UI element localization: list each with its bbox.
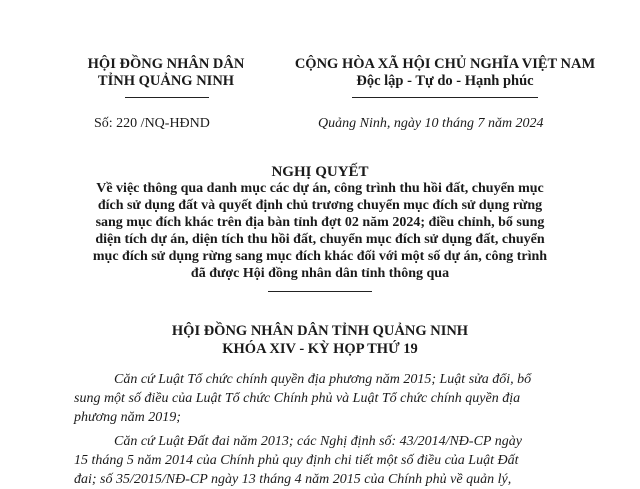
paragraph-line: đai; số 35/2015/NĐ-CP ngày 13 tháng 4 năm 2015 của Chính phủ về quản lý, bbox=[74, 472, 512, 487]
agency-underline bbox=[125, 97, 209, 98]
subject-line: mục đích sử dụng rừng sang mục đích khác đối với một số dự án, công trình bbox=[92, 249, 548, 264]
subject-line: đích sử dụng đất và quyết định chủ trương chuyển mục đích sử dụng rừng bbox=[97, 198, 543, 213]
subject-line: diện tích dự án, diện tích thu hồi đất, chuyển mục đích sử dụng đất, chuyển bbox=[95, 232, 545, 247]
issuing-agency-line2: TỈNH QUẢNG NINH bbox=[97, 73, 235, 89]
legal-basis-paragraph bbox=[74, 370, 620, 427]
legal-basis-paragraph bbox=[74, 432, 620, 489]
motto: Độc lập - Tự do - Hạnh phúc bbox=[356, 73, 534, 89]
council-name: HỘI ĐỒNG NHÂN DÂN TỈNH QUẢNG NINH bbox=[171, 323, 469, 339]
paragraph-line: Căn cứ Luật Tổ chức chính quyền địa phương năm 2015; Luật sửa đổi, bổ bbox=[114, 372, 532, 387]
subject-line: sang mục đích khác trên địa bàn tỉnh đợt 02 năm 2024; điều chỉnh, bổ sung bbox=[95, 215, 545, 230]
document-number: Số: 220 /NQ-HĐND bbox=[94, 116, 210, 131]
motto-underline bbox=[352, 97, 538, 98]
subject-line: Về việc thông qua danh mục các dự án, công trình thu hồi đất, chuyển mục bbox=[96, 181, 544, 196]
paragraph-line: 15 tháng 5 năm 2014 của Chính phủ quy định chi tiết một số điều của Luật Đất bbox=[74, 453, 519, 468]
paragraph-line: Căn cứ Luật Đất đai năm 2013; các Nghị định số: 43/2014/NĐ-CP ngày bbox=[114, 434, 522, 449]
document-title: NGHỊ QUYẾT bbox=[271, 164, 369, 180]
national-motto bbox=[270, 56, 620, 90]
country-name: CỘNG HÒA XÃ HỘI CHỦ NGHĨA VIỆT NAM bbox=[294, 56, 596, 72]
issuing-agency-line1: HỘI ĐỒNG NHÂN DÂN bbox=[87, 56, 245, 72]
subject-underline bbox=[268, 291, 372, 292]
subject-line: đã được Hội đồng nhân dân tỉnh thông qua bbox=[190, 266, 450, 281]
paragraph-line: sung một số điều của Luật Tổ chức Chính phủ và Luật Tổ chức chính quyền địa bbox=[74, 391, 521, 406]
issuing-agency bbox=[82, 56, 250, 90]
document-subject bbox=[60, 180, 580, 282]
council-session: KHÓA XIV - KỲ HỌP THỨ 19 bbox=[222, 341, 418, 357]
paragraph-line: phương năm 2019; bbox=[74, 410, 181, 425]
council-heading bbox=[0, 322, 640, 358]
issue-date: Quảng Ninh, ngày 10 tháng 7 năm 2024 bbox=[318, 116, 544, 131]
